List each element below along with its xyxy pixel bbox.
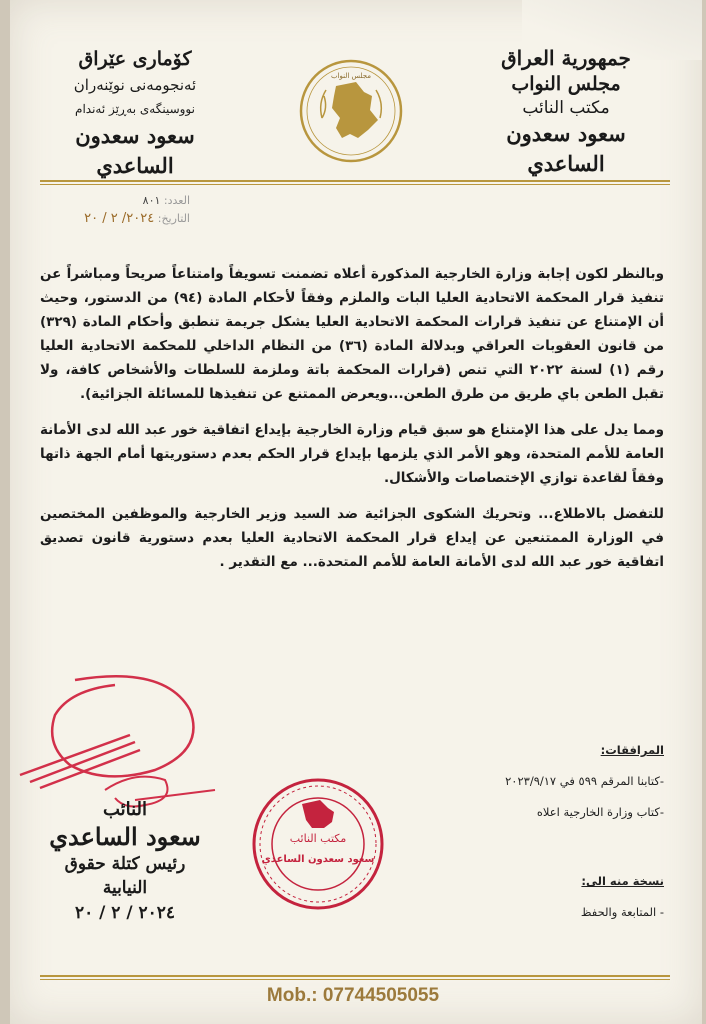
reference-number-label: العدد:	[163, 194, 190, 207]
footer-mobile: Mob.: 07744505055	[266, 985, 440, 1006]
signature-position: رئيس كتلة حقوق النيابية	[64, 854, 186, 898]
body-paragraph-2: ومما يدل على هذا الإمتناع هو سبق قيام وزارة الخارجية بإيداع اتفاقية خور عبد الله لدى الأمانة العامة للأمم المتحدة، وهو الأمر الذي يلزمها بإيداع قرار الحكم بعدم دستوريتها أمام الجهة ذاتها وفقاً لقاعدة توازي الإختصاصات والأشكال.	[40, 422, 664, 486]
copy-to-title: نسخة منه الى:	[581, 874, 664, 888]
header-office: مكتب النائب	[522, 98, 610, 118]
signature-name: سعود الساعدي	[49, 822, 201, 851]
reference-number	[40, 192, 190, 210]
header-country: جمهورية العراق	[501, 46, 631, 70]
copy-to-item: - المتابعة والحفظ	[580, 905, 664, 919]
attachments-title: المرافقات:	[600, 743, 664, 757]
body-paragraph-3: للتفضل بالاطلاع... وتحريك الشكوى الجزائية ضد السيد وزير الخارجية والموظفين المختصين في الوزارة الممتنعين عن إيداع قرار المحكمة الاتحادية العليا بعدم دستورية قانون تصديق اتفاقية خور عبد الله لدى الأمانة العامة للأمم المتحدة... مع التقدير .	[40, 506, 664, 570]
office-stamp-icon	[250, 776, 386, 912]
reference-date-label: التاريخ:	[157, 212, 190, 225]
header-mp-name: سعود سعدون الساعدي	[506, 121, 626, 176]
reference-date-value: ٢٠٢٤/ ٢ / ٢٠	[84, 211, 155, 226]
header-kurdish-council: ئەنجومەنی نوێنەران	[73, 76, 197, 94]
signature-date: ٢٠٢٤ / ٢ / ٢٠	[74, 903, 176, 923]
reference-block	[40, 192, 190, 228]
header-right-arabic	[466, 45, 666, 179]
footer-divider-thin	[40, 979, 670, 980]
stamp-line-2: سعود سعدون الساعدي	[261, 854, 375, 865]
header-left-kurdish	[35, 45, 235, 181]
header-kurdish-mp-name: سعود سعدون الساعدي	[75, 123, 195, 178]
signature-block	[40, 798, 210, 926]
copy-to-block	[464, 866, 664, 928]
reference-number-value: ٨٠١	[142, 194, 161, 207]
stamp-line-1: مكتب النائب	[289, 832, 347, 845]
header-council: مجلس النواب	[511, 73, 621, 95]
header-kurdish-country: كۆماری عێراق	[78, 48, 192, 70]
header-kurdish-office: نووسینگەی بەڕێز ئەندام	[75, 102, 195, 116]
body-paragraph-1: وبالنظر لكون إجابة وزارة الخارجية المذكورة أعلاه تضمنت تسويفاً وامتناعاً صريحاً ومباشراً عن تنفيذ قرار المحكمة الاتحادية العليا البات والملزم وفقاً لأحكام المادة (٩٤) من الدستور، وحيث أن الإمتناع عن تنفيذ قرارات المحكمة الاتحادية العليا يشكل جريمة تنطبق وأحكام المادة (٣٢٩) من قانون العقوبات العراقي وبدلالة المادة (٣٦) من النظام الداخلي للمحكمة الاتحادية العليا رقم (١) لسنة ٢٠٢٢ التي تنص (قرارات المحكمة باتة وملزمة للسلطات والأشخاص كافة، ولا تقبل الطعن باي طريق من طرق الطعن...ويعرض الممتنع عن تنفيذها للمسائلة الجزائية).	[40, 266, 664, 402]
header-divider	[40, 180, 670, 182]
attachment-item: -كتاب وزارة الخارجية اعلاه	[536, 805, 664, 819]
letter-body	[40, 262, 664, 586]
header-divider-thin	[40, 184, 670, 185]
signature-title: النائب	[102, 799, 148, 820]
reference-date	[40, 210, 190, 228]
footer-divider	[40, 975, 670, 977]
attachment-item: -كتابنا المرقم ٥٩٩ في ٢٠٢٣/٩/١٧	[505, 774, 664, 788]
parliament-emblem-icon	[298, 58, 404, 164]
emblem-label: مجلس النواب	[330, 72, 372, 80]
attachments-block	[364, 735, 664, 828]
